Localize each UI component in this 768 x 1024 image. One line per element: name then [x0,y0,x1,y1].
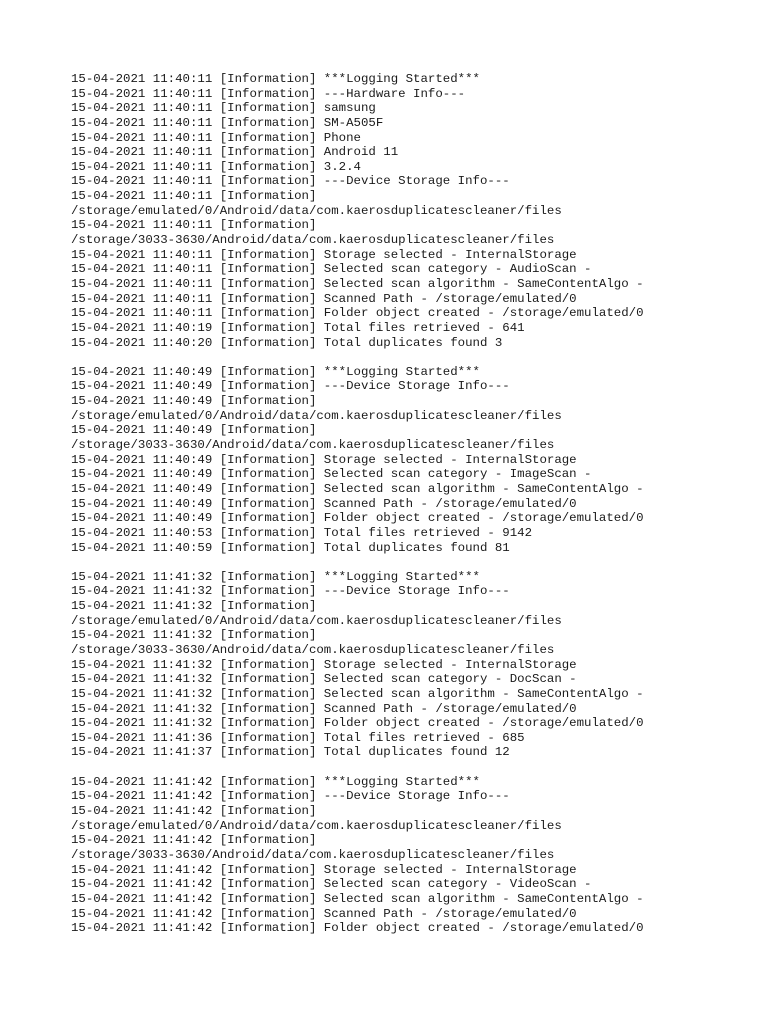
log-line: 15-04-2021 11:41:32 [Information] Selected scan algorithm - SameContentAlgo - [71,686,644,701]
log-session-block [71,72,751,350]
log-line: 15-04-2021 11:41:42 [Information] Folder object created - /storage/emulated/0 [71,921,644,936]
log-line: 15-04-2021 11:41:42 [Information] Selected scan category - VideoScan - [71,877,592,892]
log-line: 15-04-2021 11:41:42 [Information] Storage selected - InternalStorage [71,862,577,877]
log-line: 15-04-2021 11:41:42 [Information] [71,804,317,819]
log-line: 15-04-2021 11:41:36 [Information] Total files retrieved - 685 [71,730,525,745]
log-line: 15-04-2021 11:40:49 [Information] ---Device Storage Info--- [71,379,510,394]
log-line: 15-04-2021 11:41:32 [Information] ***Logging Started*** [71,569,480,584]
log-line: 15-04-2021 11:41:32 [Information] [71,599,317,614]
log-line: 15-04-2021 11:41:32 [Information] Folder object created - /storage/emulated/0 [71,716,644,731]
log-document [71,72,751,950]
log-line: 15-04-2021 11:41:42 [Information] [71,833,317,848]
log-line: 15-04-2021 11:41:42 [Information] Scanned Path - /storage/emulated/0 [71,906,577,921]
log-line: 15-04-2021 11:41:32 [Information] [71,628,317,643]
log-line: /storage/emulated/0/Android/data/com.kaerosduplicatescleaner/files [71,203,562,218]
log-line: 15-04-2021 11:40:11 [Information] ---Device Storage Info--- [71,174,510,189]
log-line: 15-04-2021 11:41:42 [Information] ---Device Storage Info--- [71,789,510,804]
log-line: 15-04-2021 11:40:11 [Information] Selected scan category - AudioScan - [71,262,592,277]
log-line: 15-04-2021 11:40:11 [Information] Storage selected - InternalStorage [71,247,577,262]
log-line: /storage/3033-3630/Android/data/com.kaerosduplicatescleaner/files [71,438,555,453]
log-line: 15-04-2021 11:40:11 [Information] ---Hardware Info--- [71,86,466,101]
log-line: /storage/emulated/0/Android/data/com.kaerosduplicatescleaner/files [71,818,562,833]
log-line: 15-04-2021 11:40:20 [Information] Total duplicates found 3 [71,335,503,350]
log-line: 15-04-2021 11:41:32 [Information] ---Device Storage Info--- [71,584,510,599]
log-line: 15-04-2021 11:41:32 [Information] Selected scan category - DocScan - [71,672,577,687]
log-line: 15-04-2021 11:41:37 [Information] Total duplicates found 12 [71,745,510,760]
log-line: 15-04-2021 11:40:53 [Information] Total files retrieved - 9142 [71,525,533,540]
log-line: 15-04-2021 11:40:49 [Information] Scanned Path - /storage/emulated/0 [71,496,577,511]
log-line: 15-04-2021 11:41:32 [Information] Scanned Path - /storage/emulated/0 [71,701,577,716]
log-line: 15-04-2021 11:41:42 [Information] Selected scan algorithm - SameContentAlgo - [71,891,644,906]
log-line: /storage/3033-3630/Android/data/com.kaerosduplicatescleaner/files [71,233,555,248]
log-line: 15-04-2021 11:40:11 [Information] Phone [71,130,361,145]
log-line: 15-04-2021 11:40:49 [Information] Selected scan algorithm - SameContentAlgo - [71,481,644,496]
log-line: 15-04-2021 11:40:19 [Information] Total files retrieved - 641 [71,320,525,335]
log-line: 15-04-2021 11:40:49 [Information] Selected scan category - ImageScan - [71,467,592,482]
log-line: 15-04-2021 11:40:49 [Information] Storage selected - InternalStorage [71,452,577,467]
log-line: 15-04-2021 11:40:49 [Information] [71,423,317,438]
log-line: 15-04-2021 11:40:11 [Information] [71,189,317,204]
log-line: /storage/3033-3630/Android/data/com.kaerosduplicatescleaner/files [71,847,555,862]
log-session-block [71,775,751,936]
log-line: 15-04-2021 11:40:49 [Information] [71,394,317,409]
log-session-block [71,365,751,555]
log-line: 15-04-2021 11:41:32 [Information] Storage selected - InternalStorage [71,657,577,672]
log-line: 15-04-2021 11:40:11 [Information] Folder object created - /storage/emulated/0 [71,306,644,321]
log-line: /storage/emulated/0/Android/data/com.kaerosduplicatescleaner/files [71,613,562,628]
log-line: 15-04-2021 11:40:11 [Information] [71,218,317,233]
log-line: 15-04-2021 11:40:59 [Information] Total duplicates found 81 [71,540,510,555]
log-line: /storage/3033-3630/Android/data/com.kaerosduplicatescleaner/files [71,642,555,657]
log-line: 15-04-2021 11:40:49 [Information] ***Logging Started*** [71,364,480,379]
log-line: 15-04-2021 11:40:11 [Information] 3.2.4 [71,159,361,174]
log-line: 15-04-2021 11:40:11 [Information] Selected scan algorithm - SameContentAlgo - [71,276,644,291]
log-line: /storage/emulated/0/Android/data/com.kaerosduplicatescleaner/files [71,408,562,423]
log-session-block [71,570,751,760]
log-line: 15-04-2021 11:40:11 [Information] ***Logging Started*** [71,72,480,86]
log-line: 15-04-2021 11:40:11 [Information] SM-A505F [71,115,384,130]
log-line: 15-04-2021 11:41:42 [Information] ***Logging Started*** [71,774,480,789]
log-line: 15-04-2021 11:40:11 [Information] Android 11 [71,145,399,160]
log-line: 15-04-2021 11:40:49 [Information] Folder object created - /storage/emulated/0 [71,511,644,526]
log-line: 15-04-2021 11:40:11 [Information] samsung [71,101,376,116]
log-line: 15-04-2021 11:40:11 [Information] Scanned Path - /storage/emulated/0 [71,291,577,306]
